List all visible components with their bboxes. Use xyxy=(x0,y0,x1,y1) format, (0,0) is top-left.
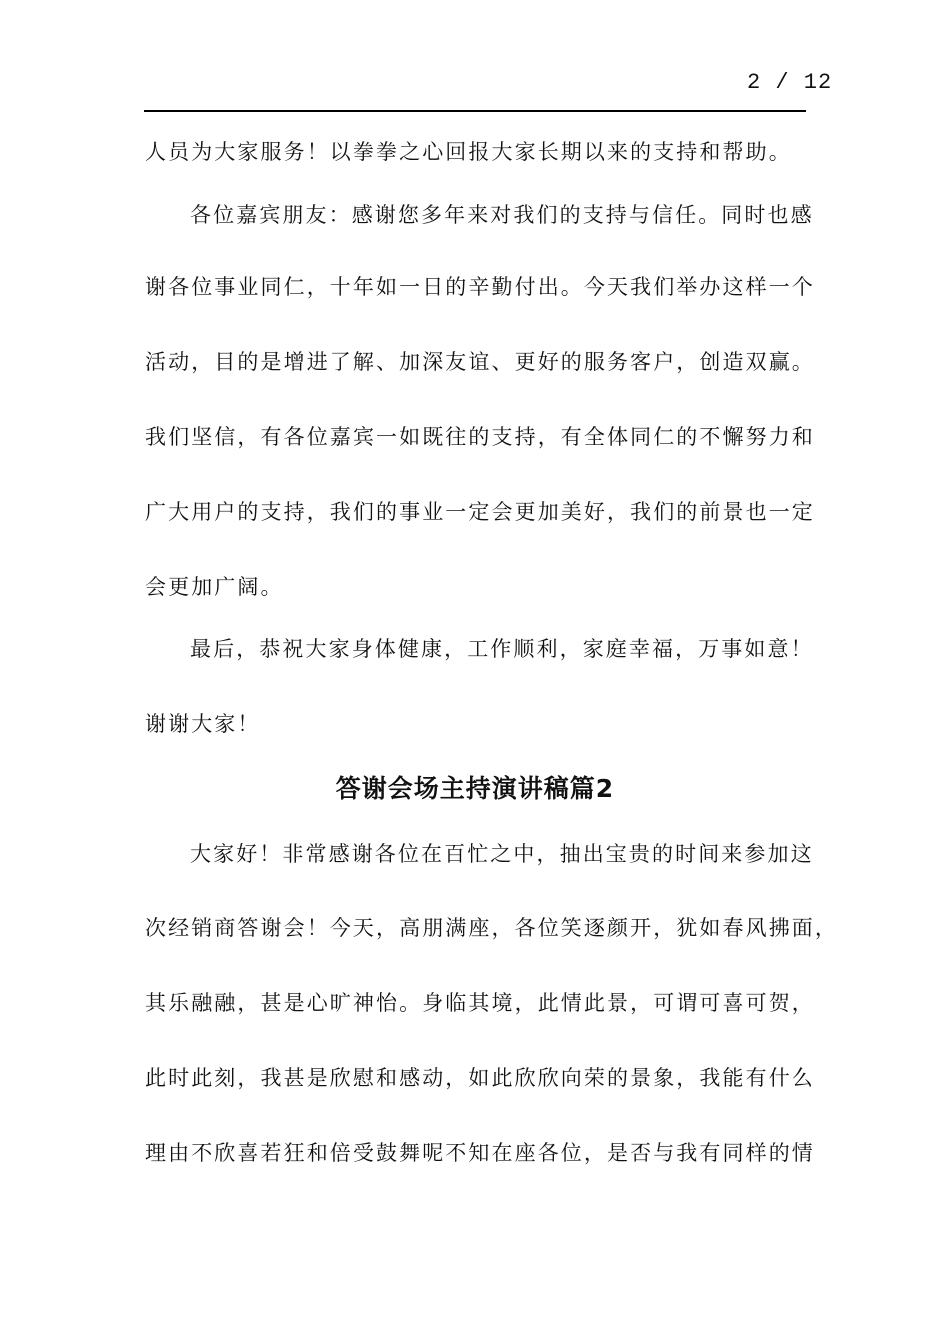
page-number: 2 / 12 xyxy=(747,70,833,95)
header-rule xyxy=(144,110,806,112)
text-line: 谢各位事业同仁，十年如一日的辛勤付出。今天我们举办这样一个 xyxy=(145,275,815,299)
text-line: 会更加广阔。 xyxy=(145,575,284,599)
text-line: 活动，目的是增进了解、加深友谊、更好的服务客户，创造双赢。 xyxy=(145,350,815,374)
text-line: 其乐融融，甚是心旷神怡。身临其境，此情此景，可谓可喜可贺， xyxy=(145,991,815,1015)
text-line: 人员为大家服务！以拳拳之心回报大家长期以来的支持和帮助。 xyxy=(145,140,792,164)
text-line: 谢谢大家！ xyxy=(145,712,261,736)
text-line: 此时此刻，我甚是欣慰和感动，如此欣欣向荣的景象，我能有什么 xyxy=(145,1066,815,1090)
text-line: 大家好！非常感谢各位在百忙之中，抽出宝贵的时间来参加这 xyxy=(190,842,814,866)
section-title: 答谢会场主持演讲稿篇2 xyxy=(335,774,615,803)
text-line: 各位嘉宾朋友：感谢您多年来对我们的支持与信任。同时也感 xyxy=(190,203,814,227)
text-line: 理由不欣喜若狂和倍受鼓舞呢不知在座各位，是否与我有同样的情 xyxy=(145,1141,815,1165)
text-line: 次经销商答谢会！今天，高朋满座，各位笑逐颜开，犹如春风拂面， xyxy=(145,916,838,940)
text-line: 最后，恭祝大家身体健康，工作顺利，家庭幸福，万事如意！ xyxy=(190,637,814,661)
text-line: 我们坚信，有各位嘉宾一如既往的支持，有全体同仁的不懈努力和 xyxy=(145,425,815,449)
text-line: 广大用户的支持，我们的事业一定会更加美好，我们的前景也一定 xyxy=(145,500,815,524)
